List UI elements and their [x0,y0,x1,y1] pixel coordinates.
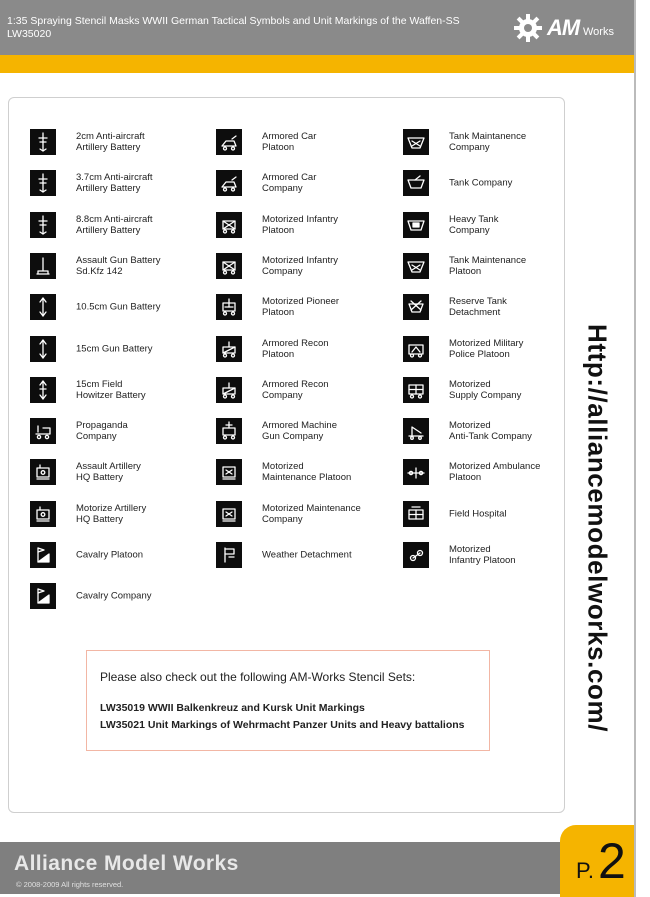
motorized-infantry-icon [216,212,242,238]
footer-brand: Alliance Model Works [14,852,239,875]
reserve-tank-icon [403,294,429,320]
logo-works-text: Works [583,26,614,38]
product-code: LW35020 [7,28,52,40]
related-set-lw35019: LW35019 WWII Balkenkreuz and Kursk Unit Markings [100,702,365,714]
maintenance-icon [216,501,242,527]
tank-icon [403,170,429,196]
symbol-label: Assault Artillery HQ Battery [76,461,141,484]
accent-band [0,55,634,73]
pioneer-icon [216,294,242,320]
symbol-entry [30,129,220,155]
symbol-entry [403,294,593,320]
symbol-label: Motorized Infantry Company [262,254,339,277]
symbol-label: Motorized Pioneer Platoon [262,296,340,319]
symbol-entry [216,212,406,238]
symbol-entry [30,212,220,238]
related-sets-box [86,650,490,751]
symbol-entry [403,501,593,527]
symbol-entry [403,129,593,155]
symbol-label: Heavy Tank Company [449,213,499,236]
symbol-label: 15cm Gun Battery [76,343,153,354]
tank-maintenance-icon [403,129,429,155]
related-sets-intro: Please also check out the following AM-Works Stencil Sets: [100,670,416,684]
police-icon [403,336,429,362]
footer-bar [0,842,560,894]
symbol-label: 10.5cm Gun Battery [76,301,161,313]
hq-battery-icon [30,501,56,527]
symbol-label: Tank Maintanence Company [449,131,527,153]
cavalry-flag-icon [30,583,56,609]
symbol-label: 15cm Field Howitzer Battery [76,378,146,401]
symbol-entry [216,129,406,155]
am-works-logo [513,12,623,46]
symbol-entry [403,377,593,403]
symbol-label: Armored Car Company [262,172,317,195]
website-url[interactable] [572,316,622,740]
symbol-label: Field Hospital [449,508,507,520]
recon-icon [216,377,242,403]
symbol-label: Armored Machine Gun Company [262,420,337,443]
symbol-entry [403,459,593,485]
symbol-label: Armored Car Platoon [262,131,317,153]
symbol-label: Cavalry Platoon [76,549,144,561]
symbol-entry [216,294,406,320]
symbol-panel [8,97,565,813]
machine-gun-icon [216,418,242,444]
symbol-entry [216,377,406,403]
symbol-label: Motorized Infantry Platoon [449,544,516,566]
aa-gun-icon [30,129,56,155]
symbol-entry [216,501,406,527]
aa-gun-icon [30,212,56,238]
page-edge [634,0,636,897]
website-url-text: Http://alliancemodelworks.com/ [582,323,613,733]
document-title: 1:35 Spraying Stencil Masks WWII German Tactical Symbols and Unit Markings of the Waffen-SS [7,15,460,27]
symbol-entry [30,170,220,196]
symbol-label: 2cm Anti-aircraft Artillery Battery [76,131,145,153]
symbol-entry [30,542,220,568]
page-prefix: P. [576,858,594,883]
supply-icon [403,377,429,403]
symbol-label: Motorize Artillery HQ Battery [76,502,147,525]
symbol-entry [30,418,220,444]
weather-flag-icon [216,542,242,568]
maintenance-icon [216,459,242,485]
symbol-label: Reserve Tank Detachment [449,296,507,319]
symbol-label: Armored Recon Company [262,378,329,401]
symbol-entry [403,253,593,279]
symbol-entry [403,170,593,196]
gun-battery-icon [30,336,56,362]
assault-gun-icon [30,253,56,279]
propaganda-vehicle-icon [30,418,56,444]
symbol-entry [30,253,220,279]
ambulance-icon [403,459,429,485]
header-bar [0,0,634,55]
symbol-entry [30,501,220,527]
hq-battery-icon [30,459,56,485]
symbol-entry [30,294,220,320]
related-set-lw35021: LW35021 Unit Markings of Wehrmacht Panzer Units and Heavy battalions [100,719,465,731]
symbol-label: Motorized Anti-Tank Company [449,420,532,443]
symbol-entry [216,253,406,279]
page-number-tab [560,825,634,897]
symbol-entry [403,542,593,568]
symbol-label: Cavalry Company [76,590,152,602]
symbol-label: Tank Maintenance Platoon [449,254,527,277]
gear-icon [513,13,543,43]
howitzer-icon [30,377,56,403]
page-number: 2 [598,833,626,889]
symbol-entry [403,418,593,444]
anti-tank-icon [403,418,429,444]
symbol-label: Assault Gun Battery Sd.Kfz 142 [76,254,161,277]
symbol-label: Motorized Maintenance Platoon [262,461,352,484]
symbol-label: Motorized Infantry Platoon [262,213,339,236]
armored-car-icon [216,170,242,196]
symbol-entry [30,377,220,403]
aa-gun-icon [30,170,56,196]
motorized-infantry-icon [216,253,242,279]
symbol-label: Motorized Military Police Platoon [449,337,524,360]
symbol-entry [216,542,406,568]
symbol-entry [30,459,220,485]
tank-maintenance-icon [403,253,429,279]
symbol-label: Weather Detachment [262,549,352,561]
symbol-entry [403,336,593,362]
symbol-label: Motorized Maintenance Company [262,502,361,525]
symbol-label: Armored Recon Platoon [262,337,329,360]
symbol-label: Motorized Ambulance Platoon [449,461,541,484]
symbol-entry [216,170,406,196]
symbol-label: Tank Company [449,177,513,189]
symbol-entry [216,336,406,362]
symbol-entry [216,459,406,485]
cavalry-flag-icon [30,542,56,568]
recon-icon [216,336,242,362]
gun-battery-icon [30,294,56,320]
symbol-entry [30,583,220,609]
symbol-label: Propaganda Company [76,420,128,443]
symbol-label: 8.8cm Anti-aircraft Artillery Battery [76,213,153,236]
heavy-tank-icon [403,212,429,238]
armored-car-icon [216,129,242,155]
copyright: © 2008-2009 All rights reserved. [16,880,124,889]
motorcycle-infantry-icon [403,542,429,568]
symbol-entry [216,418,406,444]
logo-am-text: AM [547,15,580,40]
symbol-label: 3.7cm Anti-aircraft Artillery Battery [76,172,153,195]
symbol-entry [403,212,593,238]
symbol-entry [30,336,220,362]
symbol-label: Motorized Supply Company [449,378,522,401]
field-hospital-icon [403,501,429,527]
